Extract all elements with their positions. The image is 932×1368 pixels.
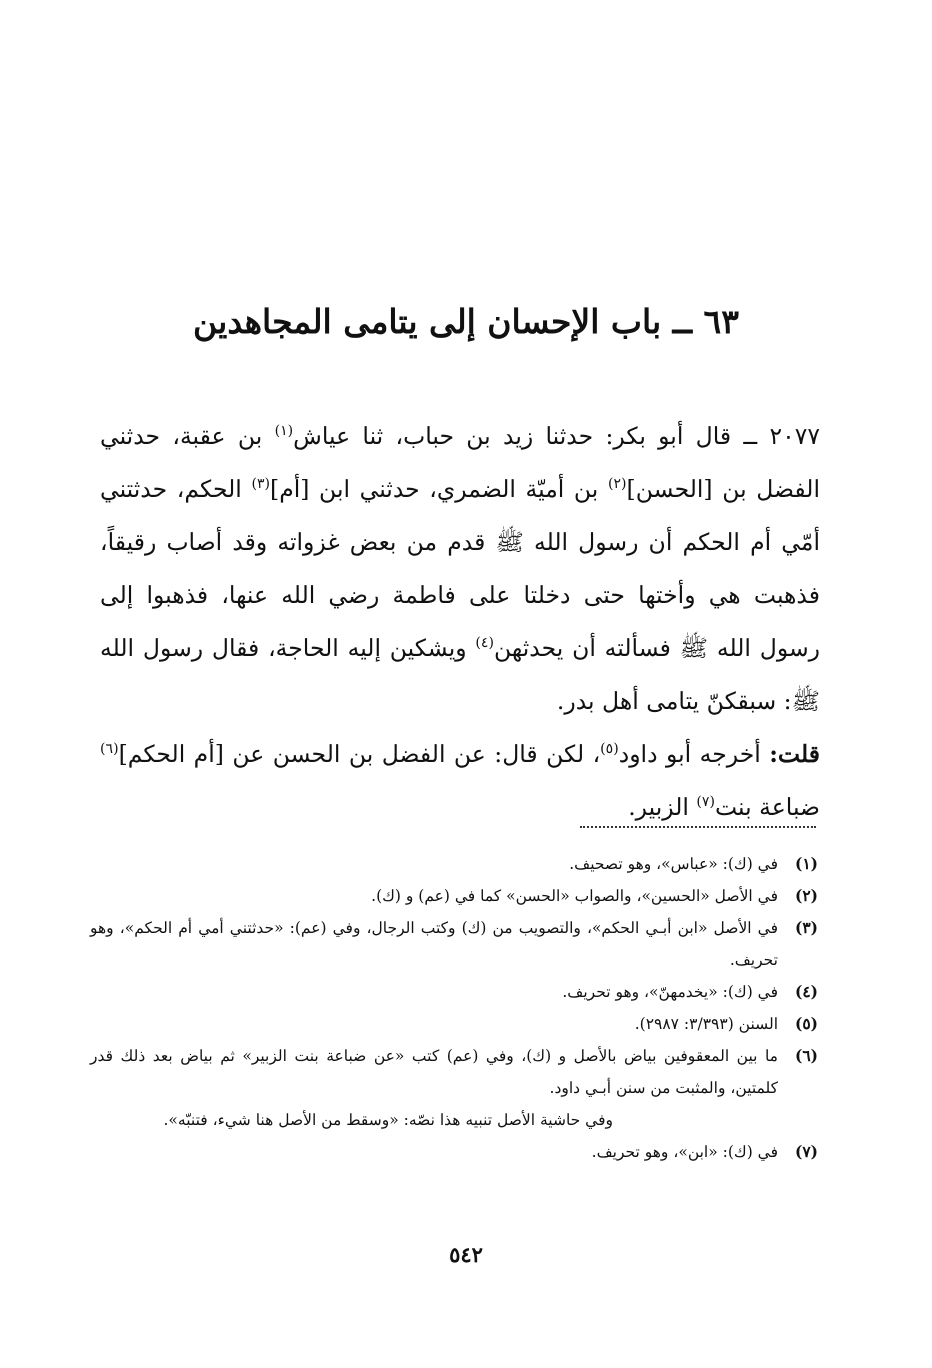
footnote-text: في الأصل «الحسين»، والصواب «الحسن» كما في (عم) و (ك). (371, 887, 778, 905)
footnote-ref[interactable]: (٥) (600, 741, 619, 758)
footnote-text: في (ك): «يخدمهنّ»، وهو تحريف. (562, 983, 778, 1001)
footnote-ref[interactable]: (٢) (607, 476, 627, 493)
qult-text: ، لكن قال: عن الفضل بن الحسن عن [أم الحكم] (118, 740, 601, 768)
footnote-ref[interactable]: (٤) (475, 635, 494, 652)
hadith-text: ٢٠٧٧ ــ قال أبو بكر: حدثنا زيد بن حباب، ثنا عياش (293, 422, 820, 450)
footnote-3 (90, 912, 818, 976)
footnotes (90, 848, 818, 1168)
page-number: ٥٤٢ (449, 1242, 483, 1267)
footnote-6-extra: وفي حاشية الأصل تنبيه هذا نصّه: «وسقط من الأصل هنا شيء، فتنبّه». (163, 1111, 613, 1129)
footnote-1 (90, 848, 818, 880)
footnote-number: (٣) (794, 918, 818, 937)
footnote-5 (90, 1008, 818, 1040)
footnote-ref[interactable]: (٦) (100, 741, 119, 758)
footnote-separator (580, 826, 816, 828)
footnote-4 (90, 976, 818, 1008)
footnote-text: في (ك): «عباس»، وهو تصحيف. (569, 855, 778, 873)
hadith-paragraph (100, 410, 820, 728)
footnote-ref[interactable]: (١) (274, 423, 294, 440)
qult-text: الزبير. (628, 793, 697, 821)
footnote-7 (90, 1136, 818, 1168)
chapter-title: ٦٣ ــ باب الإحسان إلى يتامى المجاهدين (193, 302, 739, 341)
footnote-number: (٧) (794, 1142, 818, 1161)
footnote-number: (٢) (794, 886, 818, 905)
qult-text: ضباعة بنت (714, 793, 820, 821)
footnote-text: في الأصل «ابن أبـي الحكم»، والتصويب من (ك) وكتب الرجال، وفي (عم): «حدثتني أمي أم الحكم»، وهو تحريف. (90, 919, 778, 969)
footnote-ref[interactable]: (٧) (696, 794, 715, 811)
qult-label: قلت: (769, 740, 820, 768)
footnote-ref[interactable]: (٣) (251, 476, 271, 493)
footnote-number: (٤) (794, 982, 818, 1001)
footnote-number: (١) (794, 854, 818, 873)
hadith-text: الحكم، حدثتني أمّي أم الحكم أن رسول الله ﷺ قدم من بعض غزواته وقد أصاب رقيقاً، فذهبت هي وأختها حتى دخلتا على فاطمة رضي الله عنها، فذهبوا إلى رسول الله ﷺ فسألته أن يحدثهن (100, 475, 820, 662)
hadith-text: بن أميّة الضمري، حدثني ابن [أم] (270, 475, 608, 503)
qult-paragraph (100, 728, 820, 834)
footnote-2 (90, 880, 818, 912)
footnote-text: السنن (٣/٣٩٣: ٢٩٨٧). (634, 1015, 778, 1033)
footnote-number: (٦) (794, 1046, 818, 1065)
qult-text: أخرجه أبو داود (618, 740, 770, 768)
footnote-text: ما بين المعقوفين بياض بالأصل و (ك)، وفي (عم) كتب «عن ضباعة بنت الزبير» ثم بياض بعد ذلك قدر كلمتين، والمثبت من سنن أبـي داود. (90, 1047, 778, 1097)
hadith-text: بن عقبة، حدثني الفضل بن [الحسن] (100, 422, 820, 503)
main-text (100, 410, 820, 834)
footnote-6 (90, 1040, 818, 1104)
footnote-text: في (ك): «ابن»، وهو تحريف. (591, 1143, 778, 1161)
hadith-text: ويشكين إليه الحاجة، فقال رسول الله ﷺ: سبقكنّ يتامى أهل بدر. (100, 634, 820, 715)
footnote-number: (٥) (794, 1014, 818, 1033)
